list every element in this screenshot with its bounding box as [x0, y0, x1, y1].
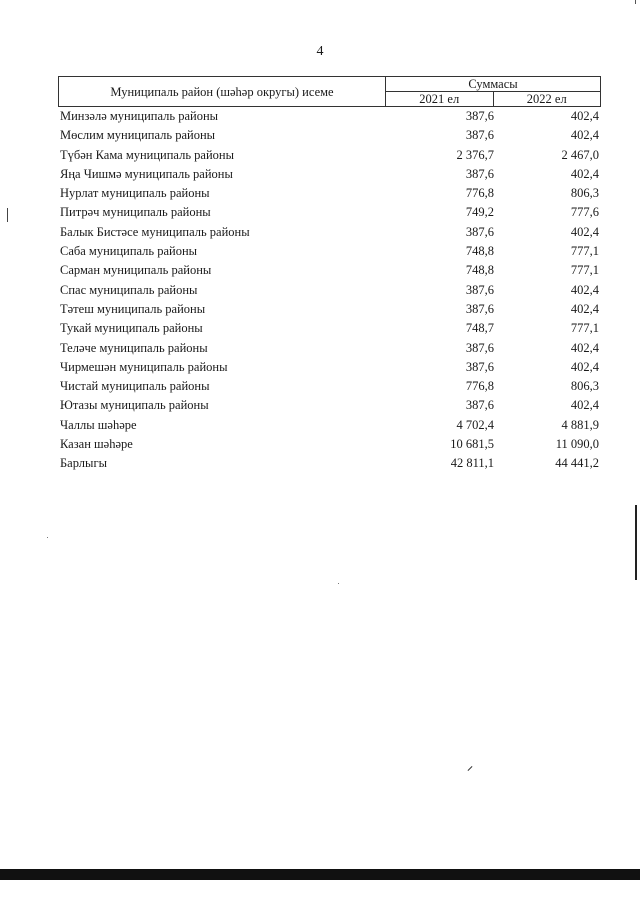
table-row	[58, 396, 601, 415]
scan-bottom-bar	[0, 869, 640, 880]
row-value-2022: 402,4	[570, 109, 599, 123]
row-value-2021: 749,2	[465, 205, 494, 220]
row-value-2021: 387,6	[465, 340, 494, 355]
row-value-2021: 4 702,4	[456, 417, 494, 432]
header-name-column: Муниципаль район (шәһәр округы) исеме	[59, 77, 386, 107]
table-row	[58, 107, 601, 126]
table-row	[58, 223, 601, 242]
row-value-2021: 387,6	[465, 398, 494, 413]
row-value-2021: 748,7	[465, 321, 494, 336]
row-name: Нурлат муниципаль районы	[60, 186, 210, 201]
row-value-2022: 402,4	[570, 359, 599, 374]
row-value-2022: 777,1	[570, 244, 599, 259]
row-value-2021: 2 376,7	[456, 147, 494, 162]
row-value-2021: 387,6	[465, 359, 494, 374]
header-year-2021: 2021 ел	[386, 92, 494, 107]
table-row	[58, 454, 601, 473]
row-value-2022: 402,4	[570, 282, 599, 297]
row-name: Тәтеш муниципаль районы	[60, 301, 206, 316]
row-name: Казан шәһәре	[60, 437, 133, 452]
row-value-2022: 4 881,9	[561, 417, 599, 432]
row-name: Барлыгы	[60, 456, 107, 471]
row-value-2022: 11 090,0	[555, 437, 599, 452]
table-header	[58, 76, 601, 107]
row-value-2021: 776,8	[465, 379, 494, 394]
table-row	[58, 300, 601, 319]
row-value-2021: 748,8	[465, 244, 494, 259]
row-name: Теләче муниципаль районы	[60, 340, 208, 355]
table-row	[58, 339, 601, 358]
row-name: Түбән Кама муниципаль районы	[60, 147, 234, 162]
row-name: Питрәч муниципаль районы	[60, 205, 211, 220]
table-row	[58, 319, 601, 338]
row-name: Минзәлә муниципаль районы	[60, 109, 219, 123]
table-row	[58, 377, 601, 396]
row-value-2021: 776,8	[465, 186, 494, 201]
table-row	[58, 261, 601, 280]
row-value-2022: 402,4	[570, 224, 599, 239]
row-value-2021: 387,6	[465, 282, 494, 297]
row-value-2021: 387,6	[465, 224, 494, 239]
row-name: Тукай муниципаль районы	[60, 321, 203, 336]
row-value-2022: 402,4	[570, 128, 599, 143]
table-row	[58, 281, 601, 300]
sums-table	[58, 76, 601, 474]
row-value-2022: 44 441,2	[555, 456, 599, 471]
row-name: Саба муниципаль районы	[60, 244, 198, 259]
row-name: Чаллы шәһәре	[60, 417, 137, 432]
scan-edge-right	[635, 505, 637, 580]
row-name: Ютазы муниципаль районы	[60, 398, 209, 413]
row-value-2021: 387,6	[465, 128, 494, 143]
row-value-2022: 402,4	[570, 398, 599, 413]
row-name: Чирмешән муниципаль районы	[60, 359, 228, 374]
row-value-2021: 387,6	[465, 166, 494, 181]
row-name: Балык Бистәсе муниципаль районы	[60, 224, 250, 239]
table-row	[58, 358, 601, 377]
pen-mark	[468, 766, 473, 771]
page-number: 4	[316, 44, 324, 59]
row-value-2022: 777,6	[570, 205, 599, 220]
row-name: Сарман муниципаль районы	[60, 263, 212, 278]
row-value-2021: 42 811,1	[450, 456, 494, 471]
table-row	[58, 126, 601, 145]
table-row	[58, 165, 601, 184]
scan-mark-top	[635, 0, 636, 4]
table-row	[58, 146, 601, 165]
row-value-2022: 806,3	[570, 186, 599, 201]
row-name: Спас муниципаль районы	[60, 282, 198, 297]
row-value-2022: 777,1	[570, 321, 599, 336]
header-year-2022: 2022 ел	[493, 92, 601, 107]
row-value-2022: 806,3	[570, 379, 599, 394]
table-row	[58, 242, 601, 261]
row-name: Чистай муниципаль районы	[60, 379, 210, 394]
table-row	[58, 184, 601, 203]
table-body	[58, 107, 601, 474]
scan-mark-left	[7, 208, 8, 222]
table-row	[58, 435, 601, 454]
row-value-2022: 402,4	[570, 301, 599, 316]
header-sums-group: Суммасы	[386, 77, 601, 92]
row-value-2022: 402,4	[570, 340, 599, 355]
scan-speck	[338, 583, 339, 584]
row-value-2021: 387,6	[465, 301, 494, 316]
row-name: Яңа Чишмә муниципаль районы	[60, 166, 233, 181]
row-value-2022: 2 467,0	[561, 147, 599, 162]
table-row	[58, 203, 601, 222]
row-value-2022: 402,4	[570, 166, 599, 181]
row-value-2021: 10 681,5	[450, 437, 494, 452]
row-value-2022: 777,1	[570, 263, 599, 278]
row-name: Мөслим муниципаль районы	[60, 128, 216, 143]
row-value-2021: 387,6	[465, 109, 494, 123]
scan-speck	[47, 537, 48, 538]
row-value-2021: 748,8	[465, 263, 494, 278]
table-row	[58, 416, 601, 435]
